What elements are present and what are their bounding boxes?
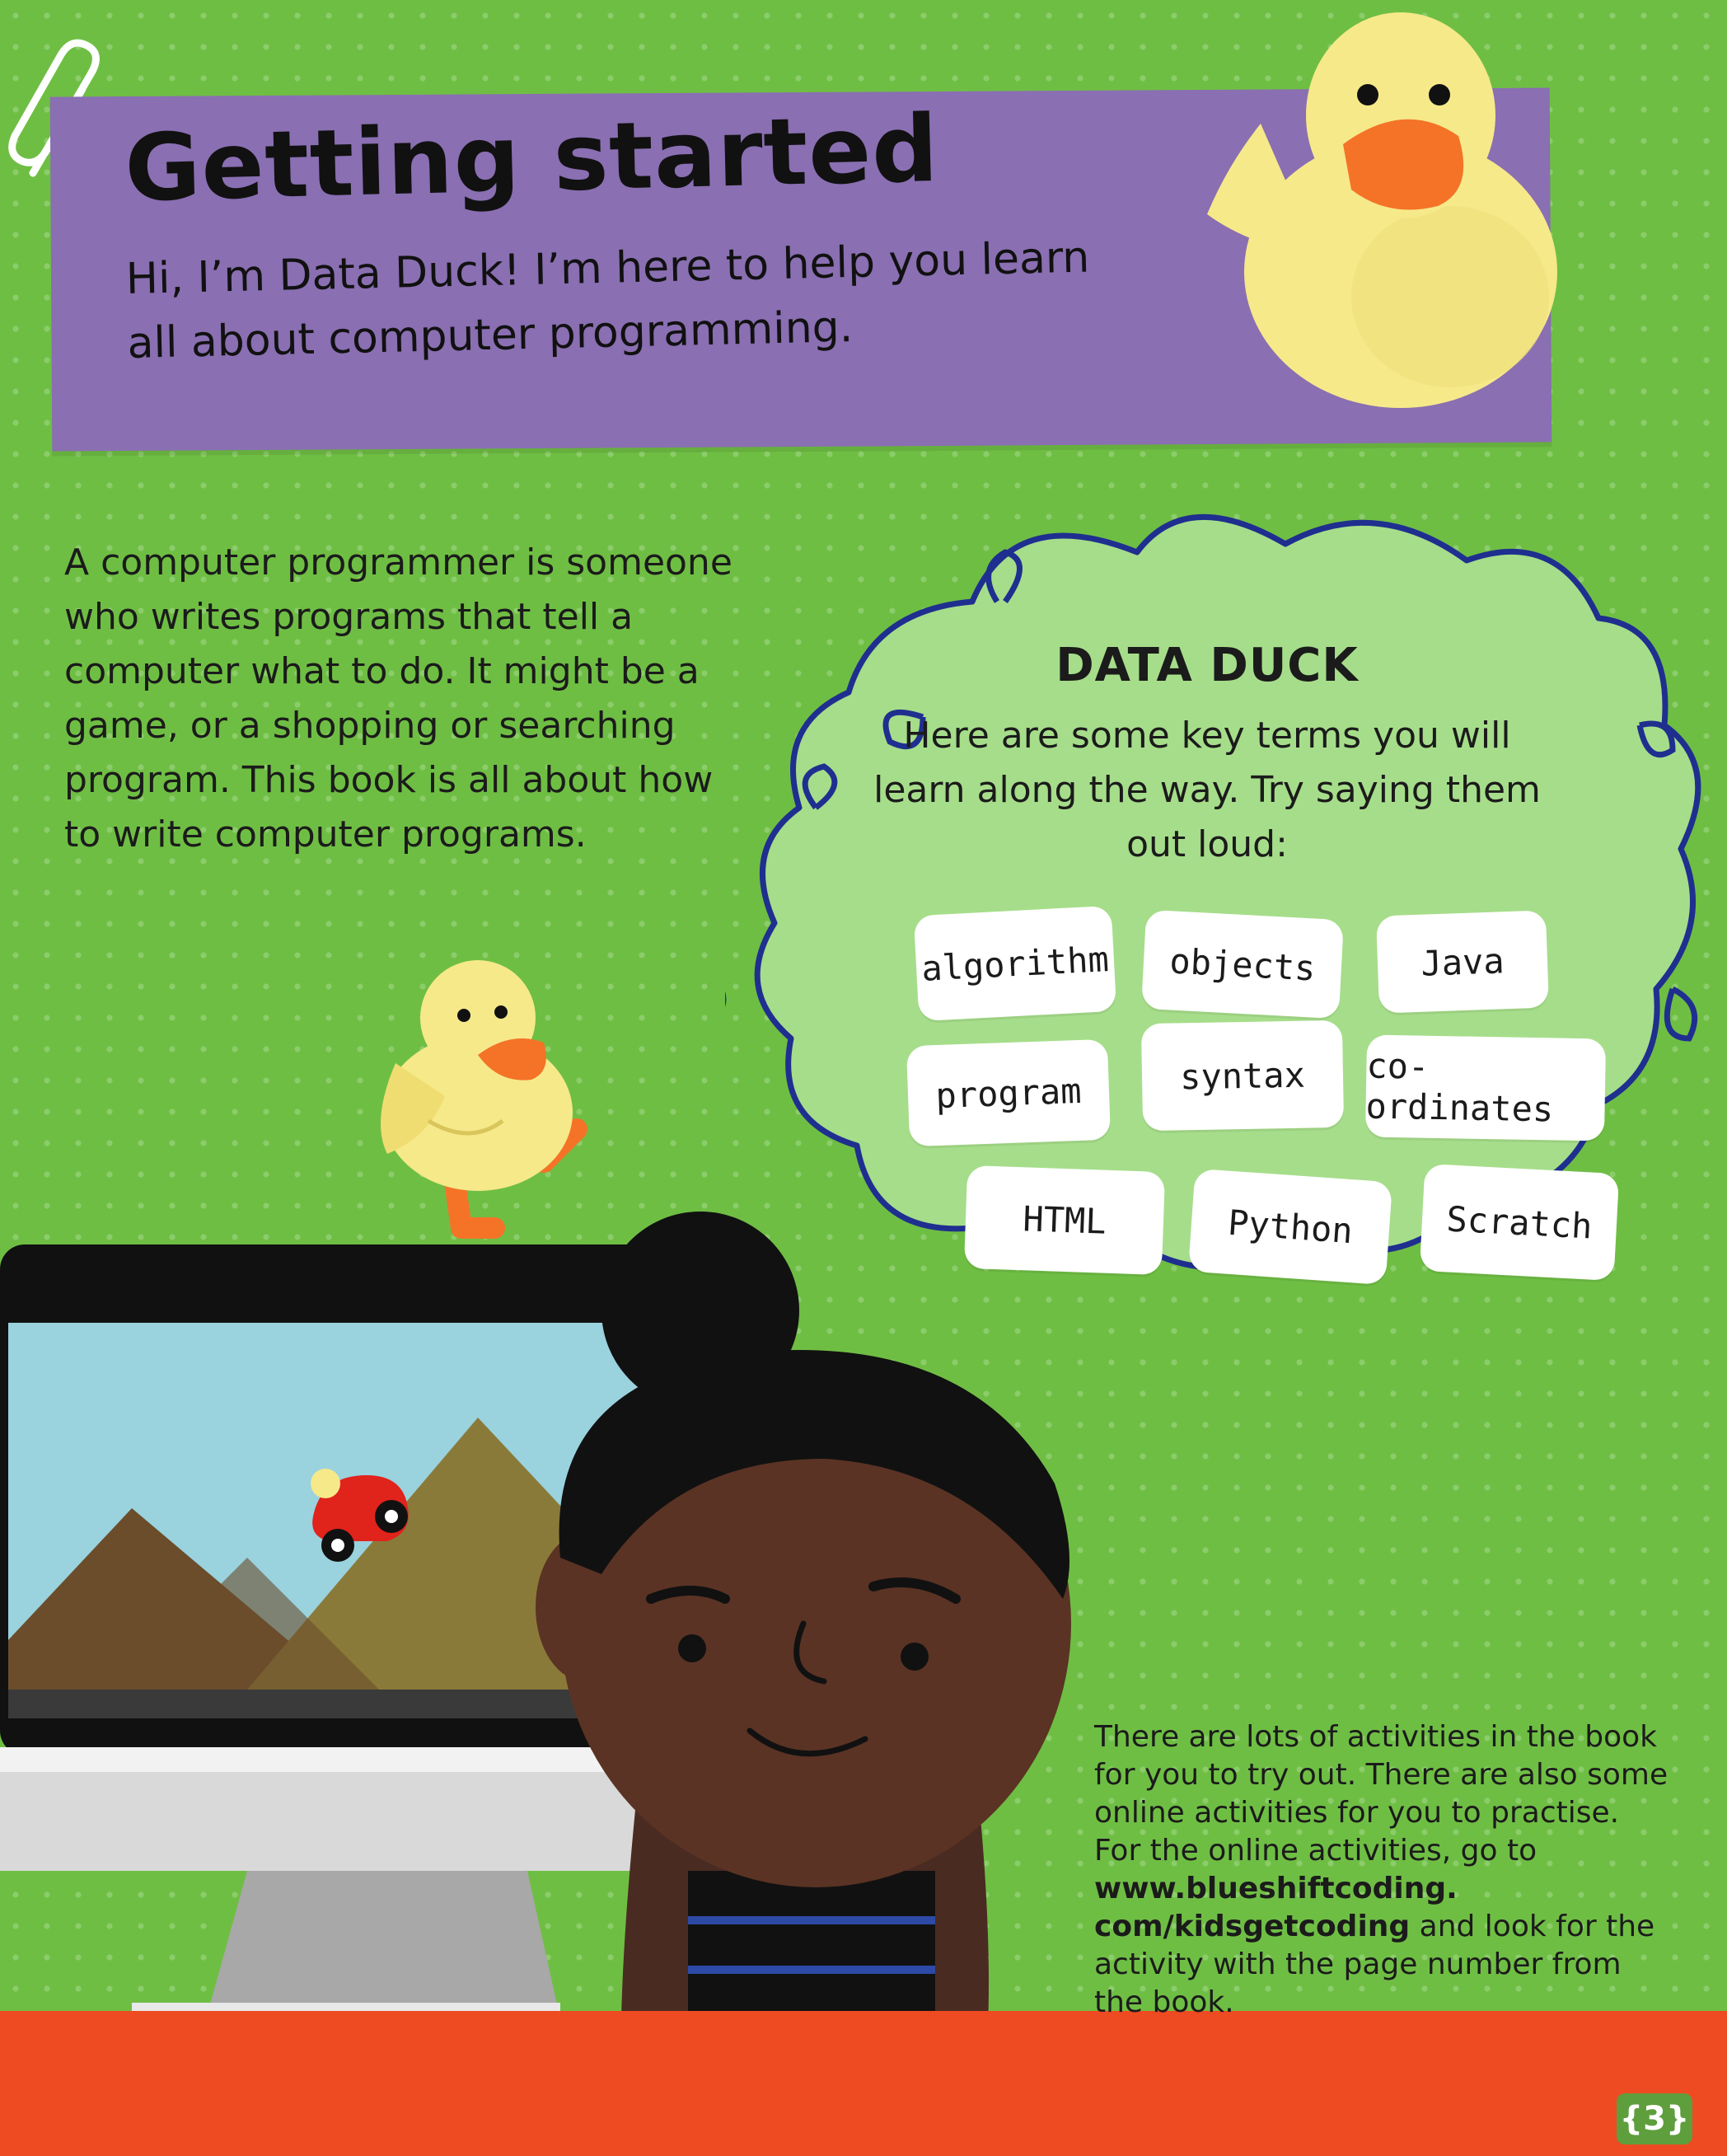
car-illustration [305, 1459, 420, 1566]
term-card-python: Python [1188, 1169, 1392, 1285]
term-card-html: HTML [964, 1165, 1165, 1275]
page-title: Getting started [124, 95, 940, 223]
term-card-objects: objects [1141, 910, 1344, 1019]
note-text-1: There are lots of activities in the book for you to try out. There are also some online activities for you to practise. For the online activities, go to [1094, 1720, 1668, 1868]
term-card-co-ordinates: co-ordinates [1365, 1034, 1606, 1141]
bubble-intro: Here are some key terms you will learn along the way. Try saying them out loud: [873, 715, 1541, 865]
floor [0, 2011, 1727, 2156]
duck-illustration [1203, 0, 1557, 412]
term-card-scratch: Scratch [1420, 1164, 1619, 1281]
term-card-algorithm: algorithm [914, 906, 1116, 1021]
bubble-text [865, 639, 1549, 872]
note-text-2: and look for the activity with the page number from the book. [1094, 1910, 1655, 2019]
term-card-program: program [906, 1039, 1111, 1146]
activities-url[interactable]: www.blueshiftcoding. com/kidsgetcoding [1094, 1872, 1458, 1943]
intro-text: Hi, I’m Data Duck! I’m here to help you learn all about computer programming. [125, 232, 1090, 368]
online-activities-note [1094, 1718, 1671, 2022]
body-paragraph: A computer programmer is someone who writes programs that tell a computer what to do. It might be a game, or a shopping or searching program. This book is all about how to write computer programs. [64, 541, 732, 855]
page-number: {3} [1617, 2093, 1692, 2144]
small-duck-illustration [371, 956, 610, 1253]
term-card-java: Java [1376, 910, 1549, 1013]
term-card-syntax: syntax [1141, 1020, 1344, 1131]
bubble-title: DATA DUCK [1055, 639, 1359, 692]
